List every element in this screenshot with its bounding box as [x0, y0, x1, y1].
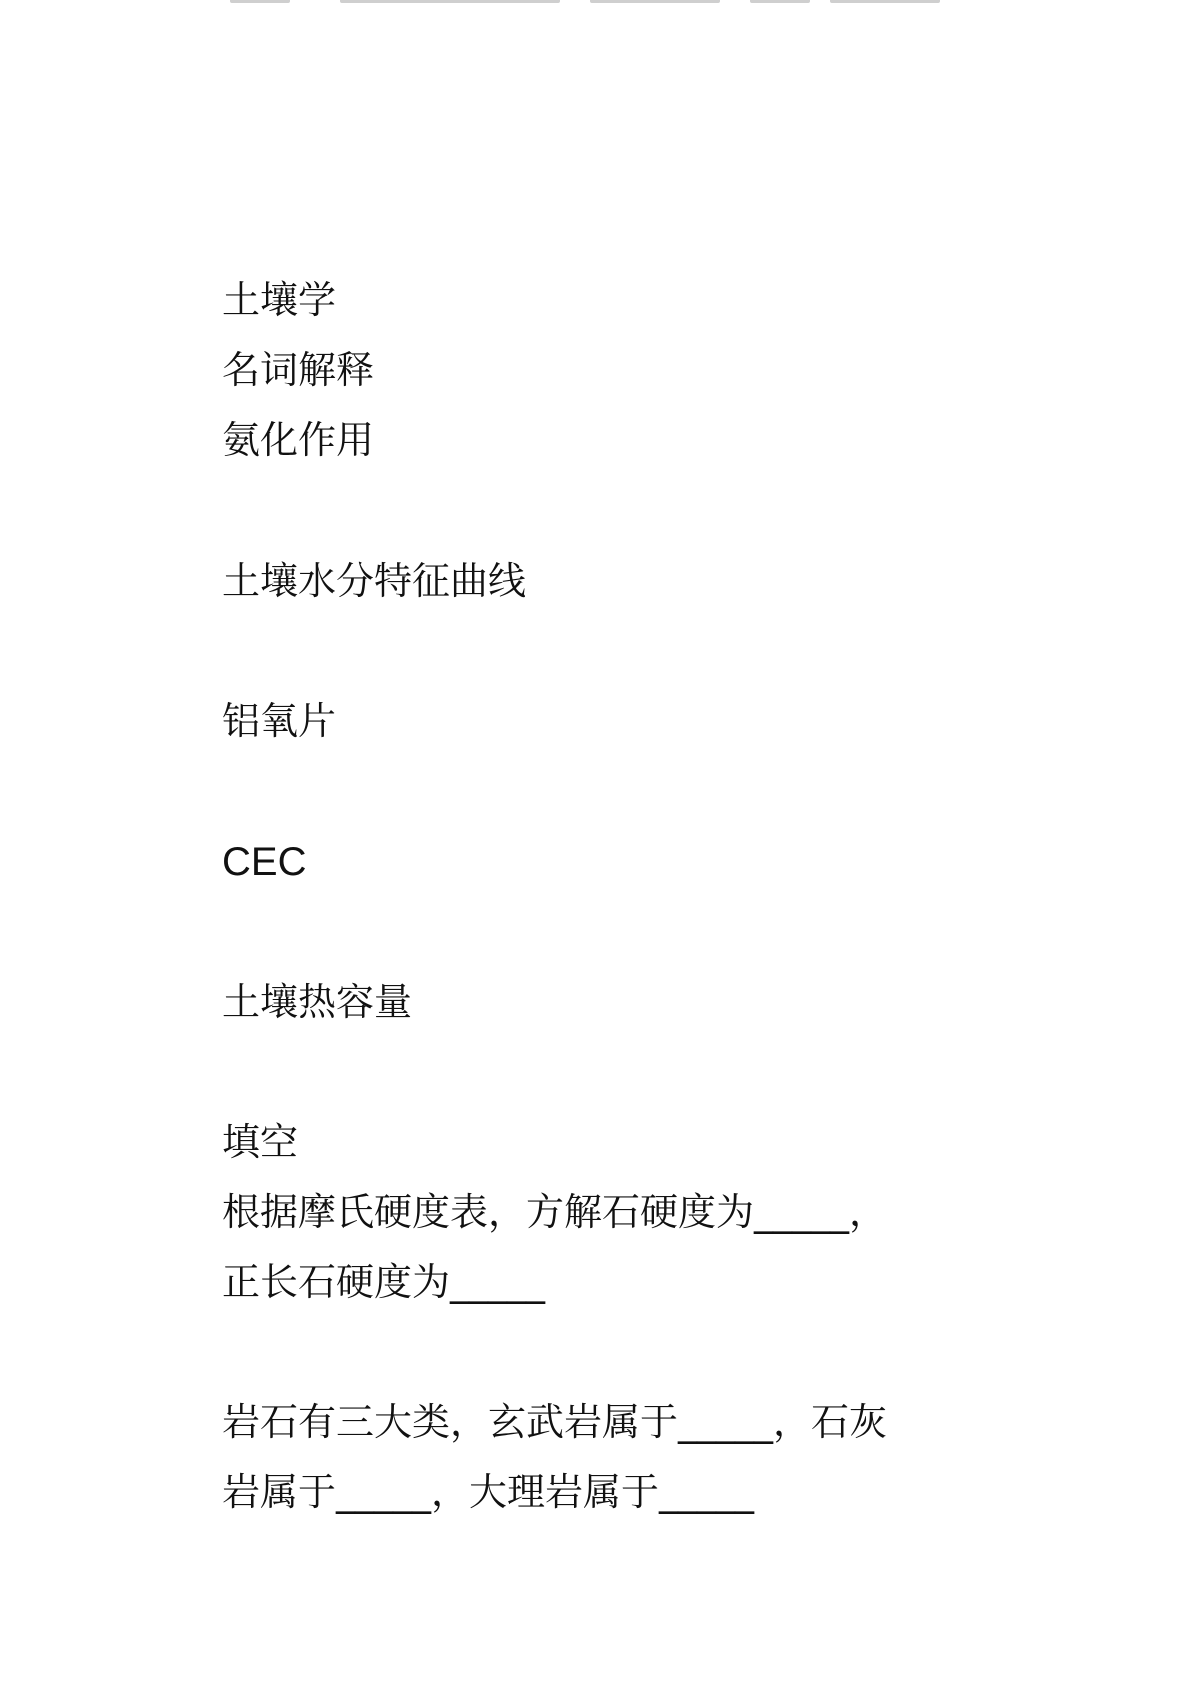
term-item: 氨化作用: [222, 418, 375, 462]
question-line: 岩属于_____，大理岩属于_____: [222, 1470, 755, 1514]
term-item: 土壤水分特征曲线: [222, 559, 527, 603]
subject-title: 土壤学: [222, 278, 337, 322]
term-item: 土壤热容量: [222, 980, 413, 1024]
question-line: 岩石有三大类，玄武岩属于_____，石灰: [222, 1400, 888, 1444]
term-item: 铝氧片: [222, 699, 337, 743]
question-line: 正长石硬度为_____: [222, 1260, 546, 1304]
term-item: CEC: [222, 840, 307, 884]
question-line: 根据摩氏硬度表，方解石硬度为_____，: [222, 1190, 888, 1234]
section-heading-fill-blank: 填空: [222, 1120, 299, 1164]
cropped-previous-text: [230, 0, 950, 8]
section-heading-definitions: 名词解释: [222, 348, 375, 392]
